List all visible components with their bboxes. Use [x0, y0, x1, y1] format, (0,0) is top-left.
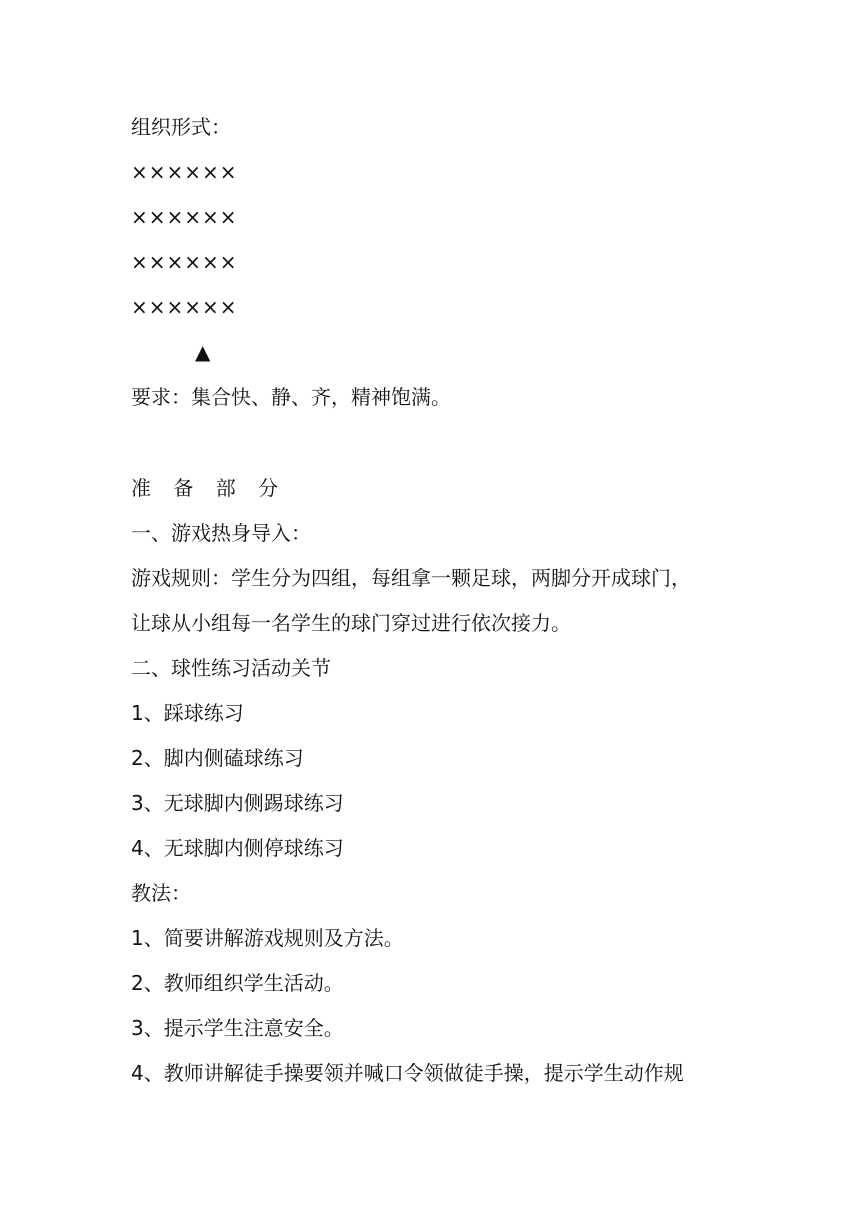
practice-item-1: 1、踩球练习: [131, 701, 244, 725]
method-item-3: 3、提示学生注意安全。: [131, 1016, 344, 1040]
part-1-heading: 一、游戏热身导入：: [131, 521, 311, 545]
game-rules-line-1: 游戏规则：学生分为四组，每组拿一颗足球，两脚分开成球门，: [131, 566, 691, 590]
practice-item-3: 3、无球脚内侧踢球练习: [131, 791, 344, 815]
teacher-triangle-icon: ▲: [195, 340, 211, 364]
practice-item-2: 2、脚内侧磕球练习: [131, 746, 304, 770]
requirement-text: 要求：集合快、静、齐，精神饱满。: [131, 385, 451, 409]
part-2-heading: 二、球性练习活动关节: [131, 656, 331, 680]
formation-row-4: ××××××: [131, 295, 238, 319]
method-heading: 教法：: [131, 881, 191, 905]
method-item-1: 1、简要讲解游戏规则及方法。: [131, 926, 404, 950]
formation-row-3: ××××××: [131, 250, 238, 274]
section-title: 准 备 部 分: [131, 476, 287, 500]
formation-row-2: ××××××: [131, 205, 238, 229]
formation-row-1: ××××××: [131, 160, 238, 184]
game-rules-line-2: 让球从小组每一名学生的球门穿过进行依次接力。: [131, 611, 571, 635]
practice-item-4: 4、无球脚内侧停球练习: [131, 836, 344, 860]
method-item-2: 2、教师组织学生活动。: [131, 971, 344, 995]
organization-heading: 组织形式：: [131, 115, 231, 139]
method-item-4: 4、教师讲解徒手操要领并喊口令领做徒手操，提示学生动作规: [131, 1061, 684, 1085]
